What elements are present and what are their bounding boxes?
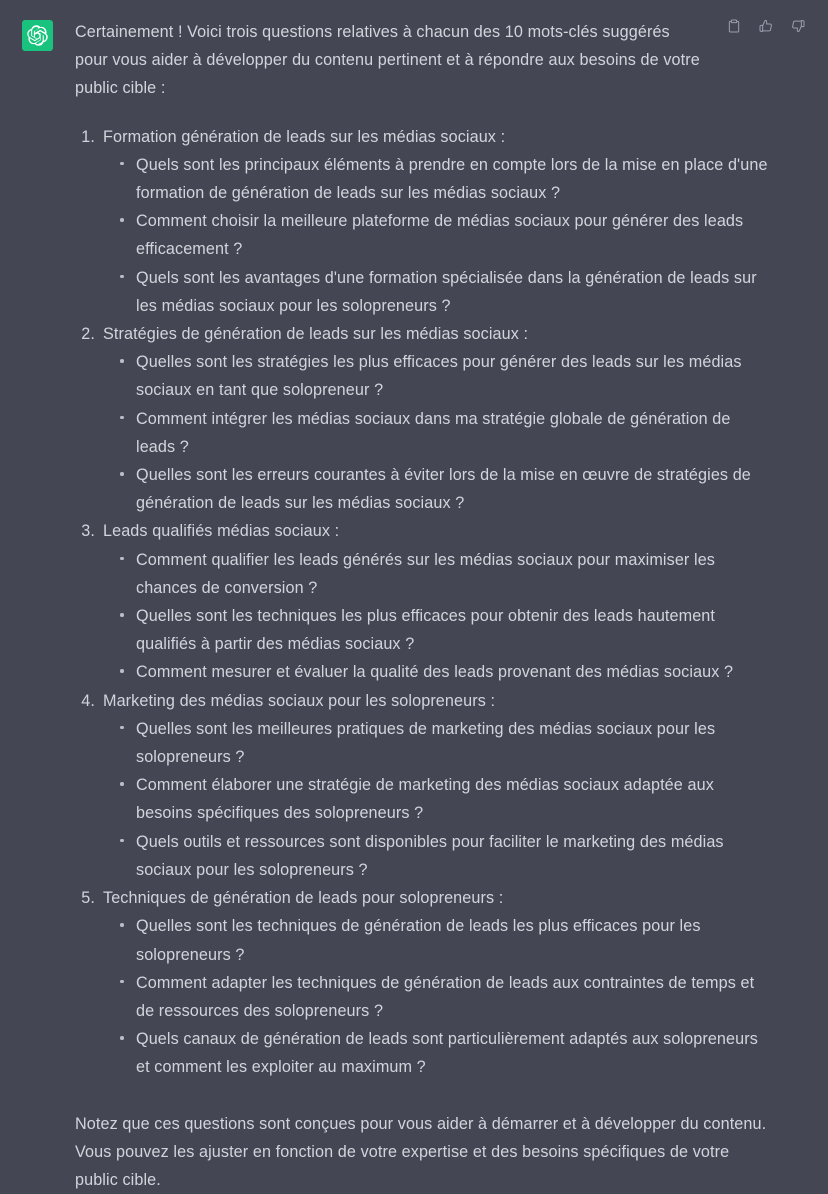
avatar <box>22 20 53 51</box>
list-item <box>75 320 770 517</box>
question-item: Quelles sont les stratégies les plus efficaces pour générer des leads sur les médias sociaux en tant que solopreneur ? <box>114 348 770 404</box>
item-title: Marketing des médias sociaux pour les solopreneurs : <box>103 691 496 710</box>
question-item: Quels canaux de génération de leads sont particulièrement adaptés aux solopreneurs et comment les exploiter au maximum ? <box>114 1025 770 1081</box>
question-item: Comment choisir la meilleure plateforme de médias sociaux pour générer des leads efficacement ? <box>114 207 770 263</box>
question-item: Quels outils et ressources sont disponibles pour faciliter le marketing des médias sociaux pour les solopreneurs ? <box>114 828 770 884</box>
question-item: Comment mesurer et évaluer la qualité des leads provenant des médias sociaux ? <box>114 658 770 686</box>
intro-paragraph: Certainement ! Voici trois questions relatives à chacun des 10 mots-clés suggérés pour vous aider à développer du contenu pertinent et à répondre aux besoins de votre public cible : <box>75 23 700 98</box>
list-item <box>75 517 770 686</box>
list-item <box>75 687 770 884</box>
question-item: Comment élaborer une stratégie de marketing des médias sociaux adaptée aux besoins spécifiques des solopreneurs ? <box>114 771 770 827</box>
question-sublist <box>103 912 770 1081</box>
list-item <box>75 123 770 320</box>
outro-paragraph: Notez que ces questions sont conçues pour vous aider à démarrer et à développer du contenu. Vous pouvez les ajuster en fonction de votre expertise et des besoins spécifiques de votre public cible. <box>75 1114 767 1189</box>
question-sublist <box>103 546 770 687</box>
question-sublist <box>103 151 770 320</box>
question-item: Quelles sont les meilleures pratiques de marketing des médias sociaux pour les solopreneurs ? <box>114 715 770 771</box>
item-title: Techniques de génération de leads pour solopreneurs : <box>103 889 504 908</box>
message-content <box>53 18 806 1194</box>
chatgpt-logo-icon <box>27 25 48 46</box>
question-item: Quelles sont les erreurs courantes à éviter lors de la mise en œuvre de stratégies de génération de leads sur les médias sociaux ? <box>114 461 770 517</box>
question-item: Quelles sont les techniques de génération de leads les plus efficaces pour les solopreneurs ? <box>114 912 770 968</box>
question-sublist <box>103 348 770 517</box>
question-item: Quels sont les principaux éléments à prendre en compte lors de la mise en place d'une formation de génération de leads sur les médias sociaux ? <box>114 151 770 207</box>
item-title: Stratégies de génération de leads sur les médias sociaux : <box>103 325 529 344</box>
question-item: Comment intégrer les médias sociaux dans ma stratégie globale de génération de leads ? <box>114 405 770 461</box>
item-title: Formation génération de leads sur les médias sociaux : <box>103 127 506 146</box>
question-sublist <box>103 715 770 884</box>
question-item: Quelles sont les techniques les plus efficaces pour obtenir des leads hautement qualifiés à partir des médias sociaux ? <box>114 602 770 658</box>
keyword-question-list <box>75 123 770 1082</box>
question-item: Comment qualifier les leads générés sur les médias sociaux pour maximiser les chances de conversion ? <box>114 546 770 602</box>
question-item: Quels sont les avantages d'une formation spécialisée dans la génération de leads sur les médias sociaux pour les solopreneurs ? <box>114 264 770 320</box>
question-item: Comment adapter les techniques de génération de leads aux contraintes de temps et de ressources des solopreneurs ? <box>114 969 770 1025</box>
list-item <box>75 884 770 1081</box>
item-title: Leads qualifiés médias sociaux : <box>103 522 340 541</box>
